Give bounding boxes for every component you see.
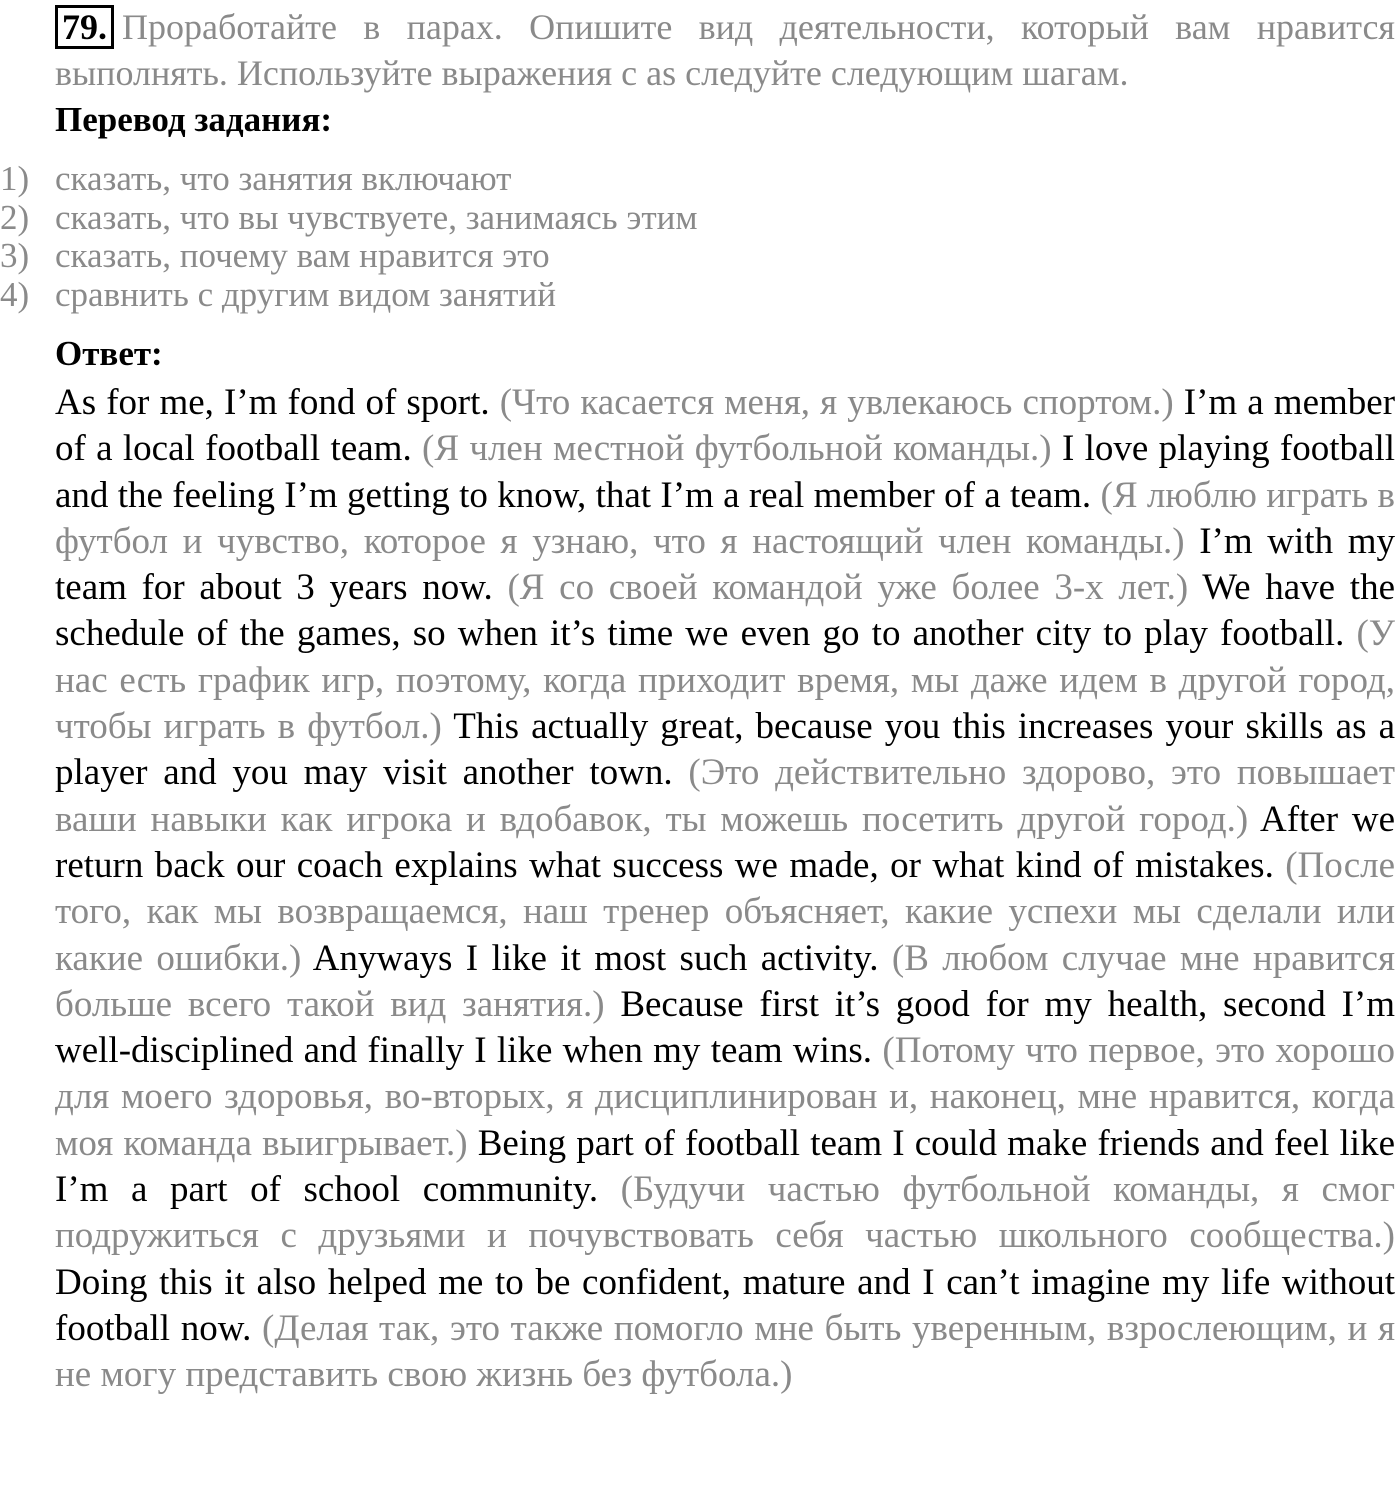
answer-sentence-en: Doing this it also helped me to be confident, mature and I can’t imagine my life without football now.	[55, 1261, 1395, 1349]
answer-heading: Ответ:	[55, 334, 163, 373]
answer-sentence-ru: (Я член местной футбольной команды.)	[422, 428, 1052, 470]
step-text: сказать, почему вам нравится это	[55, 236, 550, 275]
answer-sentence-ru: (В любом случае мне нравится больше всего такой вид занятия.)	[55, 937, 1395, 1025]
list-item	[0, 237, 1000, 276]
answer-sentence-en: After we return back our coach explains what success we made, or what kind of mistakes.	[55, 798, 1396, 886]
answer-sentence-ru: (После того, как мы возвращаемся, наш тренер объясняет, какие успехи мы сделали или какие ошибки.)	[55, 844, 1396, 979]
answer-sentence-ru: (Я со своей командой уже более 3-х лет.)	[507, 567, 1189, 609]
step-text: сравнить с другим видом занятий	[55, 274, 556, 314]
answer-text	[55, 380, 1395, 1399]
answer-sentence-en: I love playing football and the feeling I’m getting to know, that I’m a real member of a team.	[55, 428, 1396, 516]
answer-sentence-ru: (У нас есть график игр, поэтому, когда приходит время, мы даже идем в другой город, чтобы играть в футбол.)	[55, 613, 1396, 748]
answer-sentence-ru: (Делая так, это также помогло мне быть уверенным, взрослеющим, и я не могу представить свою жизнь без футбола.)	[55, 1307, 1395, 1396]
task-number: 79.	[55, 5, 114, 49]
answer-sentence-ru: (Я люблю играть в футбол и чувство, которое я узнаю, что я настоящий член команды.)	[55, 474, 1396, 562]
step-text: сказать, что вы чувствуете, занимаясь этим	[55, 197, 698, 237]
step-text: сказать, что занятия включают	[55, 159, 512, 198]
answer-sentence-en: We have the schedule of the games, so when it’s time we even go to another city to play football.	[55, 567, 1395, 655]
answer-sentence-en: This actually great, because you this increases your skills as a player and you may visit another town.	[55, 706, 1395, 794]
answer-sentence-en: Because first it’s good for my health, second I’m well-disciplined and finally I like when my team wins.	[55, 983, 1395, 1072]
step-number: 4)	[0, 274, 30, 314]
answer-sentence-en: Anyways I like it most such activity.	[312, 937, 879, 979]
step-number: 1)	[0, 159, 30, 198]
answer-sentence-ru: (Потому что первое, это хорошо для моего здоровья, во-вторых, я дисциплинирован и, наконец, мне нравится, когда моя команда выигрывает.)	[55, 1030, 1396, 1164]
answer-sentence-ru: (Это действительно здорово, это повышает ваши навыки как игрока и вдобавок, ты можешь посетить другой город.)	[55, 752, 1395, 840]
task-statement	[55, 4, 1395, 96]
answer-sentence-en: I’m a member of a local football team.	[55, 382, 1396, 470]
answer-sentence-en: Being part of football team I could make friends and feel like I’m a part of school community.	[55, 1122, 1395, 1211]
step-number: 3)	[0, 236, 30, 275]
answer-sentence-ru: (Что касается меня, я увлекаюсь спортом.)	[499, 382, 1174, 423]
answer-sentence-en: As for me, I’m fond of sport.	[55, 382, 490, 423]
list-item	[0, 160, 1000, 199]
translation-heading: Перевод задания:	[55, 100, 333, 139]
list-item	[0, 276, 1000, 315]
answer-sentence-en: I’m with my team for about 3 years now.	[55, 520, 1396, 609]
list-item	[0, 199, 1000, 238]
task-text: Проработайте в парах. Опишите вид деятельности, который вам нравится выполнять. Используйте выражения с as следуйте следующим шагам.	[55, 7, 1395, 93]
step-number: 2)	[0, 197, 30, 237]
answer-sentence-ru: (Будучи частью футбольной команды, я смог подружиться с друзьями и почувствовать себя частью школьного сообщества.)	[55, 1169, 1395, 1257]
steps-list	[0, 160, 1000, 314]
